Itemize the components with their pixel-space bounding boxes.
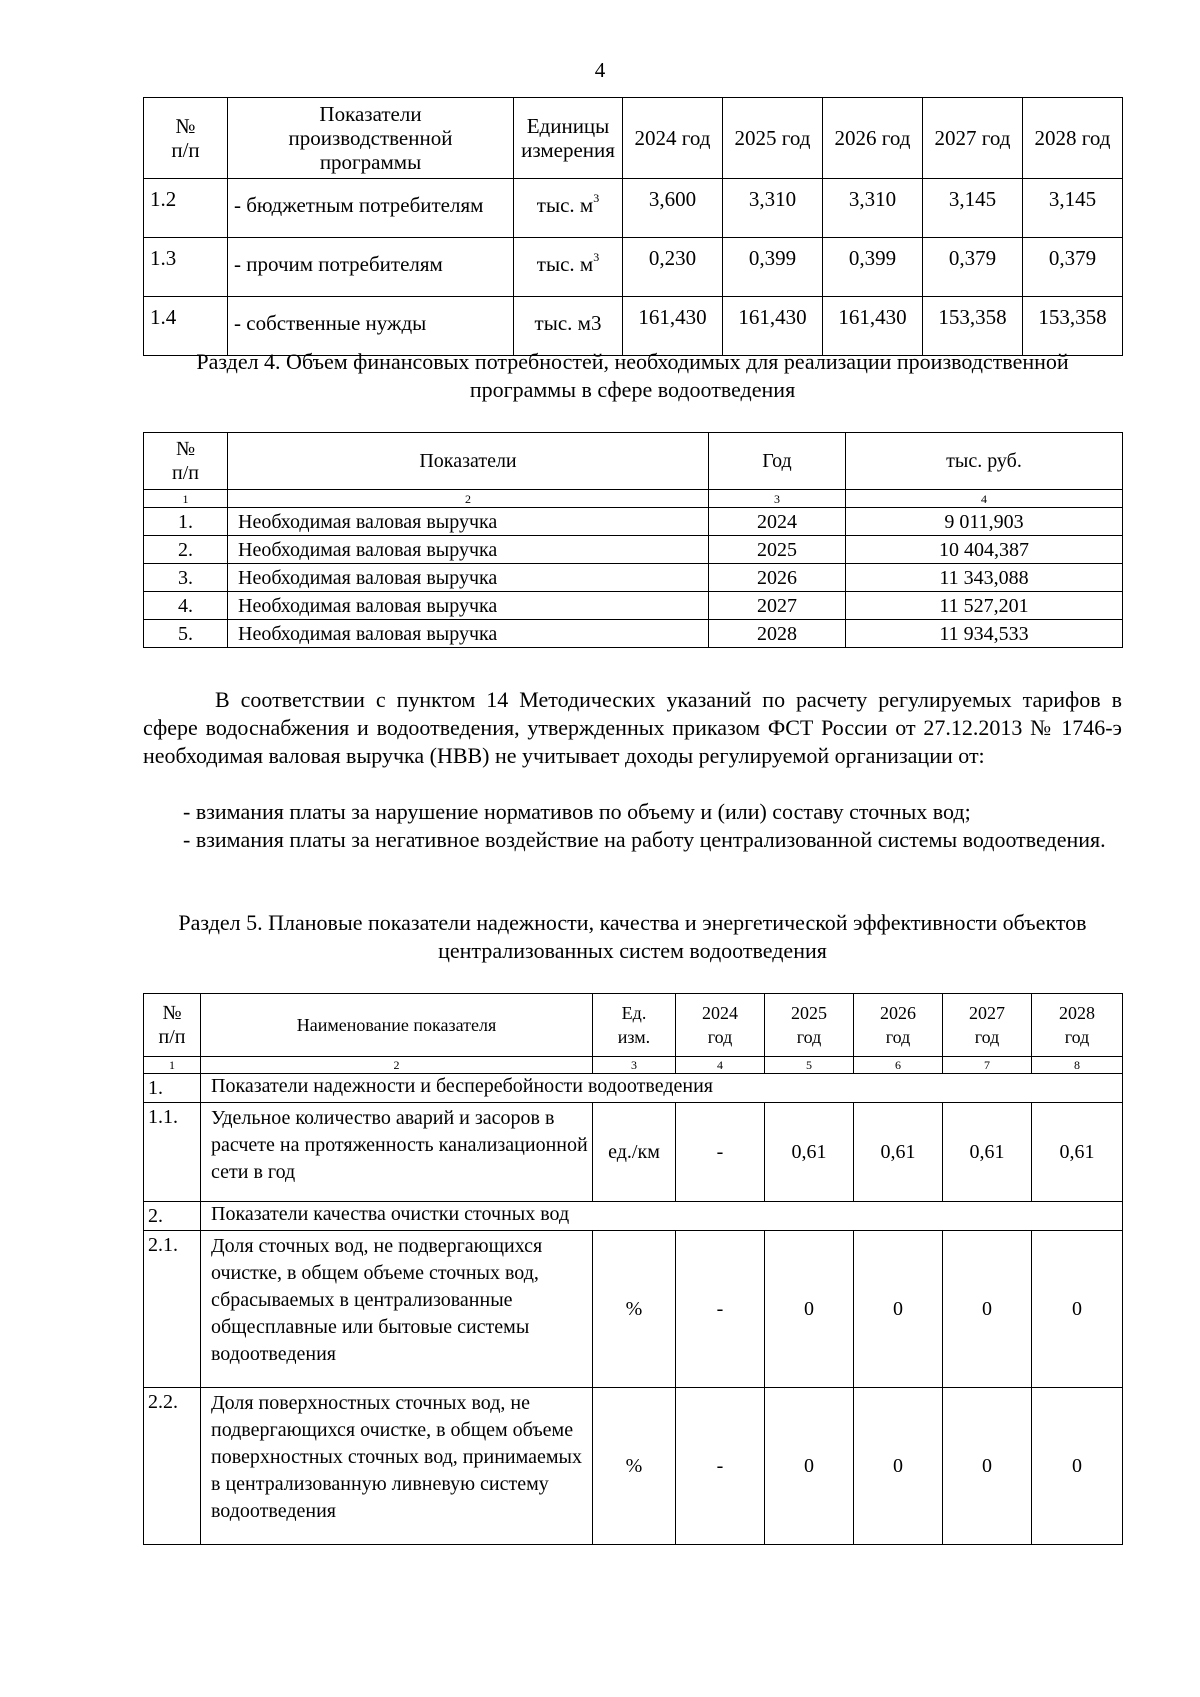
- row-number: 1.3: [144, 238, 228, 297]
- value-cell: 0: [765, 1231, 854, 1388]
- header-cell: 2026 год: [823, 98, 923, 179]
- group-number: 1.: [144, 1074, 201, 1103]
- table-row: [144, 508, 1123, 536]
- header-cell: № п/п: [144, 433, 228, 490]
- row-unit: тыс. $м^3$: [514, 238, 623, 297]
- header-cell: Единицы измерения: [514, 98, 623, 179]
- value-cell: 3,310: [723, 179, 823, 238]
- value-cell: 3,145: [923, 179, 1023, 238]
- value-cell: 0: [854, 1388, 943, 1545]
- index-cell: 4: [846, 490, 1123, 508]
- section4-title: Раздел 4. Объем финансовых потребностей, необходимых для реализации производственной программы в сфере водоотведения: [196, 349, 1069, 402]
- row-value: 11 343,088: [846, 564, 1123, 592]
- header-cell: 2024 год: [676, 994, 765, 1057]
- index-cell: 1: [144, 1057, 201, 1074]
- header-cell: № п/п: [144, 98, 228, 179]
- row-name: Доля поверхностных сточных вод, не подвергающихся очистке, в общем объеме поверхностных сточных вод, принимаемых в централизованную ливневую систему водоотведения: [201, 1388, 593, 1545]
- value-cell: 0: [1032, 1388, 1123, 1545]
- value-cell: 0: [943, 1231, 1032, 1388]
- row-year: 2024: [709, 508, 846, 536]
- table-row: [144, 1231, 1123, 1388]
- value-cell: -: [676, 1388, 765, 1545]
- row-value: 10 404,387: [846, 536, 1123, 564]
- row-name: - собственные нужды: [228, 297, 514, 356]
- value-cell: 161,430: [623, 297, 723, 356]
- table-header-row: [144, 994, 1123, 1057]
- value-cell: 0,61: [765, 1103, 854, 1202]
- financial-needs-table: [143, 432, 1123, 648]
- table-row: [144, 592, 1123, 620]
- value-cell: 0: [943, 1388, 1032, 1545]
- group-title: Показатели надежности и бесперебойности водоотведения: [201, 1074, 1123, 1103]
- table-row: [144, 536, 1123, 564]
- index-cell: 1: [144, 490, 228, 508]
- header-cell: 2027 год: [943, 994, 1032, 1057]
- table-header-row: [144, 98, 1123, 179]
- header-cell: 2025 год: [765, 994, 854, 1057]
- row-unit: %: [593, 1231, 676, 1388]
- row-name: Необходимая валовая выручка: [228, 508, 709, 536]
- header-cell: № п/п: [144, 994, 201, 1057]
- value-cell: 3,600: [623, 179, 723, 238]
- row-unit: ед./км: [593, 1103, 676, 1202]
- index-cell: 3: [709, 490, 846, 508]
- row-number: 2.1.: [144, 1231, 201, 1388]
- row-name: Необходимая валовая выручка: [228, 536, 709, 564]
- row-unit: тыс. $м^3$: [514, 179, 623, 238]
- row-number: 2.: [144, 536, 228, 564]
- row-name: Доля сточных вод, не подвергающихся очистке, в общем объеме сточных вод, сбрасываемых в централизованные общесплавные или бытовые системы водоотведения: [201, 1231, 593, 1388]
- value-cell: 0: [765, 1388, 854, 1545]
- value-cell: 0: [1032, 1231, 1123, 1388]
- value-cell: 153,358: [923, 297, 1023, 356]
- reliability-indicators-table: [143, 993, 1123, 1545]
- value-cell: 0,399: [723, 238, 823, 297]
- value-cell: -: [676, 1103, 765, 1202]
- value-cell: 161,430: [723, 297, 823, 356]
- index-cell: 3: [593, 1057, 676, 1074]
- paragraph-bullet-2: - взимания платы за негативное воздействие на работу централизованной системы водоотведения.: [183, 827, 1106, 852]
- index-cell: 2: [201, 1057, 593, 1074]
- header-cell: 2027 год: [923, 98, 1023, 179]
- index-cell: 2: [228, 490, 709, 508]
- value-cell: 0: [854, 1231, 943, 1388]
- page-number: 4: [594, 58, 606, 82]
- header-cell: 2028 год: [1023, 98, 1123, 179]
- header-cell: Наименование показателя: [201, 994, 593, 1057]
- group-row: [144, 1202, 1123, 1231]
- table-row: [144, 238, 1123, 297]
- table-row: [144, 297, 1123, 356]
- header-cell: 2028 год: [1032, 994, 1123, 1057]
- table-row: [144, 1103, 1123, 1202]
- header-cell: тыс. руб.: [846, 433, 1123, 490]
- row-number: 1.1.: [144, 1103, 201, 1202]
- row-year: 2025: [709, 536, 846, 564]
- table-row: [144, 564, 1123, 592]
- row-value: 11 527,201: [846, 592, 1123, 620]
- header-cell: 2025 год: [723, 98, 823, 179]
- value-cell: 0,61: [1032, 1103, 1123, 1202]
- row-year: 2028: [709, 620, 846, 648]
- row-number: 3.: [144, 564, 228, 592]
- row-name: - прочим потребителям: [228, 238, 514, 297]
- header-cell: Ед. изм.: [593, 994, 676, 1057]
- header-cell: Год: [709, 433, 846, 490]
- value-cell: 0,379: [1023, 238, 1123, 297]
- row-number: 5.: [144, 620, 228, 648]
- index-cell: 7: [943, 1057, 1032, 1074]
- row-number: 4.: [144, 592, 228, 620]
- value-cell: 161,430: [823, 297, 923, 356]
- value-cell: 0,399: [823, 238, 923, 297]
- row-unit: тыс. м3: [514, 297, 623, 356]
- column-index-row: [144, 490, 1123, 508]
- index-cell: 8: [1032, 1057, 1123, 1074]
- row-name: - бюджетным потребителям: [228, 179, 514, 238]
- header-cell: 2026 год: [854, 994, 943, 1057]
- value-cell: 3,310: [823, 179, 923, 238]
- value-cell: 0,379: [923, 238, 1023, 297]
- group-number: 2.: [144, 1202, 201, 1231]
- row-year: 2027: [709, 592, 846, 620]
- paragraph-main: В соответствии с пунктом 14 Методических указаний по расчету регулируемых тарифов в сфере водоснабжения и водоотведения, утвержденных приказом ФСТ России от 27.12.2013 № 1746-э необходимая валовая выручка (НВВ) не учитывает доходы регулируемой организации от:: [143, 687, 1122, 768]
- row-name: Необходимая валовая выручка: [228, 564, 709, 592]
- row-number: 1.: [144, 508, 228, 536]
- row-number: 2.2.: [144, 1388, 201, 1545]
- value-cell: 0,230: [623, 238, 723, 297]
- row-name: Необходимая валовая выручка: [228, 592, 709, 620]
- header-cell: Показатели: [228, 433, 709, 490]
- value-cell: 153,358: [1023, 297, 1123, 356]
- row-value: 11 934,533: [846, 620, 1123, 648]
- row-year: 2026: [709, 564, 846, 592]
- value-cell: -: [676, 1231, 765, 1388]
- paragraph-bullet-1: - взимания платы за нарушение нормативов по объему и (или) составу сточных вод;: [183, 799, 971, 824]
- index-cell: 4: [676, 1057, 765, 1074]
- column-index-row: [144, 1057, 1123, 1074]
- table-header-row: [144, 433, 1123, 490]
- table-row: [144, 1388, 1123, 1545]
- index-cell: 6: [854, 1057, 943, 1074]
- section5-title: Раздел 5. Плановые показатели надежности, качества и энергетической эффективности объектов централизованных систем водоотведения: [178, 910, 1087, 963]
- header-cell: Показатели производственной программы: [228, 98, 514, 179]
- row-name: Удельное количество аварий и засоров в расчете на протяженность канализационной сети в год: [201, 1103, 593, 1202]
- table-row: [144, 179, 1123, 238]
- value-cell: 0,61: [943, 1103, 1032, 1202]
- row-number: 1.4: [144, 297, 228, 356]
- value-cell: 3,145: [1023, 179, 1123, 238]
- row-number: 1.2: [144, 179, 228, 238]
- value-cell: 0,61: [854, 1103, 943, 1202]
- row-value: 9 011,903: [846, 508, 1123, 536]
- index-cell: 5: [765, 1057, 854, 1074]
- row-unit: %: [593, 1388, 676, 1545]
- group-row: [144, 1074, 1123, 1103]
- row-name: Необходимая валовая выручка: [228, 620, 709, 648]
- group-title: Показатели качества очистки сточных вод: [201, 1202, 1123, 1231]
- header-cell: 2024 год: [623, 98, 723, 179]
- production-program-table: [143, 97, 1123, 356]
- table-row: [144, 620, 1123, 648]
